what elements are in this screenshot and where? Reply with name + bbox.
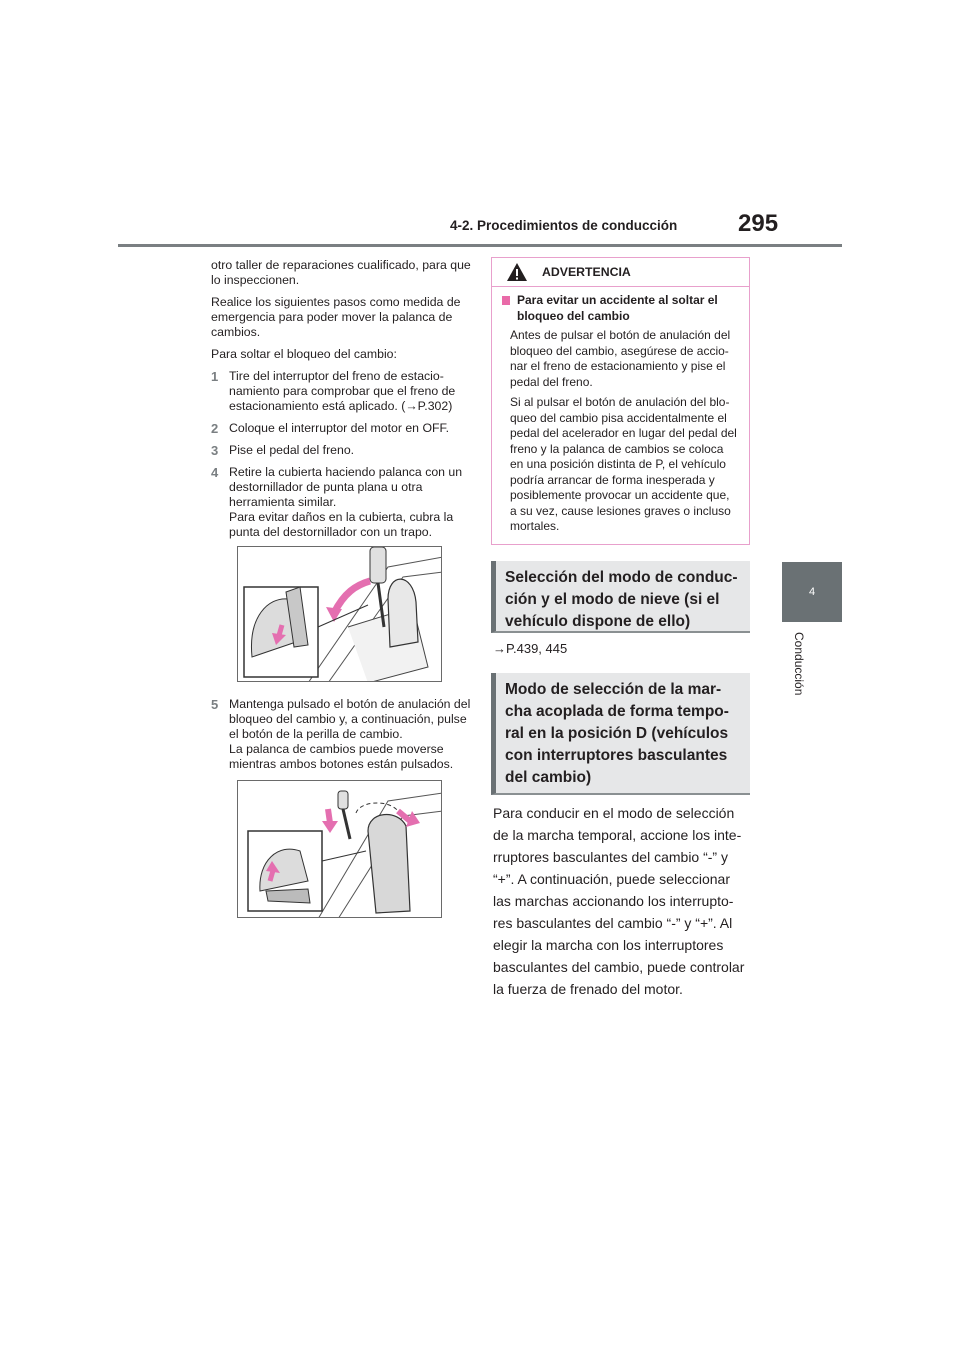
page-reference: →P.439, 445	[493, 641, 568, 656]
warning-title: ADVERTENCIA	[542, 265, 631, 279]
warning-paragraph: Antes de pulsar el botón de anulación del bloqueo del cambio, asegúrese de accio-nar el freno de estacionamiento y pise el pedal del freno.	[510, 328, 731, 389]
step-item	[211, 369, 471, 414]
left-column	[211, 258, 471, 779]
step-text: Retire la cubierta haciendo palanca con un destornillador de punta plana u otra herramienta similar.	[229, 465, 463, 509]
cover-removal-drawing	[238, 547, 442, 682]
step-text: Coloque el interruptor del motor en OFF.	[229, 421, 450, 435]
step-number: 2	[211, 421, 219, 436]
warning-triangle-icon	[506, 262, 528, 282]
step-item	[211, 465, 471, 540]
step-item	[211, 443, 471, 458]
square-bullet-icon	[502, 296, 510, 305]
intro-paragraph: Realice los siguientes pasos como medida de emergencia para poder mover la palanca de cambios.	[211, 295, 461, 339]
header-rule	[118, 244, 842, 247]
step-number: 5	[211, 697, 219, 712]
warning-box	[491, 257, 750, 545]
illustration-release-buttons	[237, 780, 442, 918]
illustration-cover-removal	[237, 546, 442, 682]
chapter-tab: 4	[782, 562, 842, 622]
step-number: 1	[211, 369, 219, 384]
warning-subtitle: Para evitar un accidente al soltar el bloqueo del cambio	[517, 293, 718, 323]
warning-body	[492, 287, 749, 535]
step-number: 3	[211, 443, 219, 458]
intro-paragraph: Para soltar el bloqueo del cambio:	[211, 347, 397, 361]
section-heading-drive-mode: Selección del modo de conduc-ción y el modo de nieve (si el vehículo dispone de ello)	[491, 561, 750, 633]
step-item	[211, 697, 471, 772]
step-text: Pise el pedal del freno.	[229, 443, 355, 457]
warning-header	[492, 258, 749, 287]
step-note: Para evitar daños en la cubierta, cubra la punta del destornillador con un trapo.	[229, 510, 454, 539]
header-section-title: 4-2. Procedimientos de conducción	[450, 218, 678, 233]
page-number: 295	[738, 210, 779, 237]
chapter-label: Conducción	[792, 632, 806, 696]
step-note: La palanca de cambios puede moverse mientras ambos botones están pulsados.	[229, 742, 454, 771]
step-item	[211, 421, 471, 436]
step-text: Mantenga pulsado el botón de anulación del bloqueo del cambio y, a continuación, pulse el botón de la perilla de cambio.	[229, 697, 471, 741]
release-buttons-drawing	[238, 781, 442, 918]
warning-paragraph: Si al pulsar el botón de anulación del blo-queo del cambio pisa accidentalmente el pedal del acelerador en lugar del pedal del freno y la palanca de cambios se coloca en una posición distinta de P, el vehículo podría arrancar de forma inesperada y posiblemente provocar un accidente que, a su vez, cause lesiones graves o incluso mortales.	[510, 395, 737, 533]
warning-subtitle-row	[510, 293, 739, 324]
section-body-text: Para conducir en el modo de selección de la marcha temporal, accione los inte-rruptores basculantes del cambio “-” y “+”. A continuación, puede seleccionar las marchas accionando los interrupto-res basculantes del cambio “-” y “+”. Al elegir la marcha con los interruptores basculantes del cambio, puede controlar la fuerza de frenado del motor.	[493, 805, 745, 997]
step-number: 4	[211, 465, 219, 480]
section-heading-gear-selection: Modo de selección de la mar-cha acoplada de forma tempo-ral en la posición D (vehículos con interruptores basculantes del cambio)	[491, 673, 750, 795]
intro-paragraph: otro taller de reparaciones cualificado, para que lo inspeccionen.	[211, 258, 471, 287]
step-text: Tire del interruptor del freno de estacio-namiento para comprobar que el freno de estacionamiento está aplicado. (→P.302)	[229, 369, 456, 413]
